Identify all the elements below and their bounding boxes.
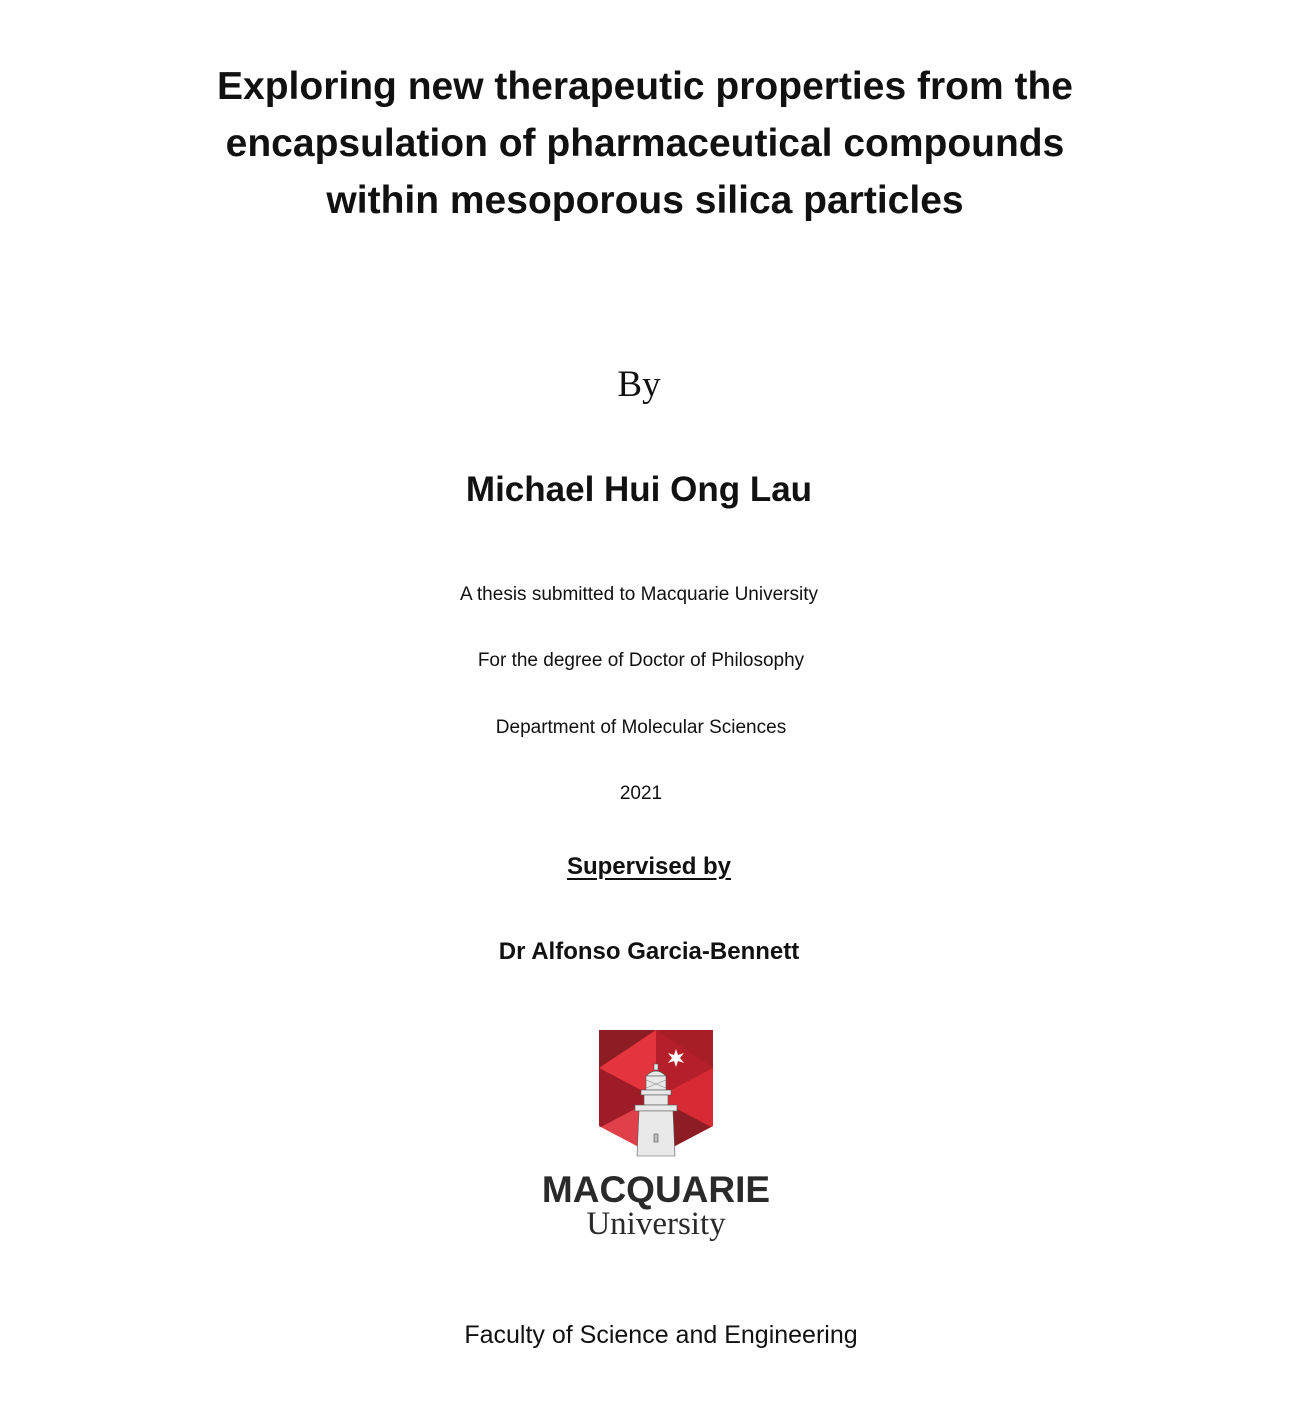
logo-subname: University xyxy=(586,1206,726,1242)
university-logo xyxy=(540,1028,775,1248)
logo-wordmark: MACQUARIE xyxy=(541,1169,771,1210)
thesis-statement: A thesis submitted to Macquarie University xyxy=(460,584,818,605)
degree-line: For the degree of Doctor of Philosophy xyxy=(477,650,805,671)
author-name: Michael Hui Ong Lau xyxy=(465,470,813,509)
thesis-title-line: Exploring new therapeutic properties from the xyxy=(217,65,1073,108)
year-line: 2021 xyxy=(619,783,663,804)
department-line: Department of Molecular Sciences xyxy=(495,717,787,738)
supervised-by-label: Supervised by xyxy=(566,853,732,880)
by-label: By xyxy=(617,364,661,405)
thesis-title-line: encapsulation of pharmaceutical compounds xyxy=(225,122,1065,165)
university-crest-icon xyxy=(540,1028,775,1248)
faculty-line: Faculty of Science and Engineering xyxy=(464,1321,858,1349)
thesis-title xyxy=(145,58,1145,229)
supervisor-name: Dr Alfonso Garcia-Bennett xyxy=(498,938,800,965)
thesis-title-line: within mesoporous silica particles xyxy=(326,179,964,222)
